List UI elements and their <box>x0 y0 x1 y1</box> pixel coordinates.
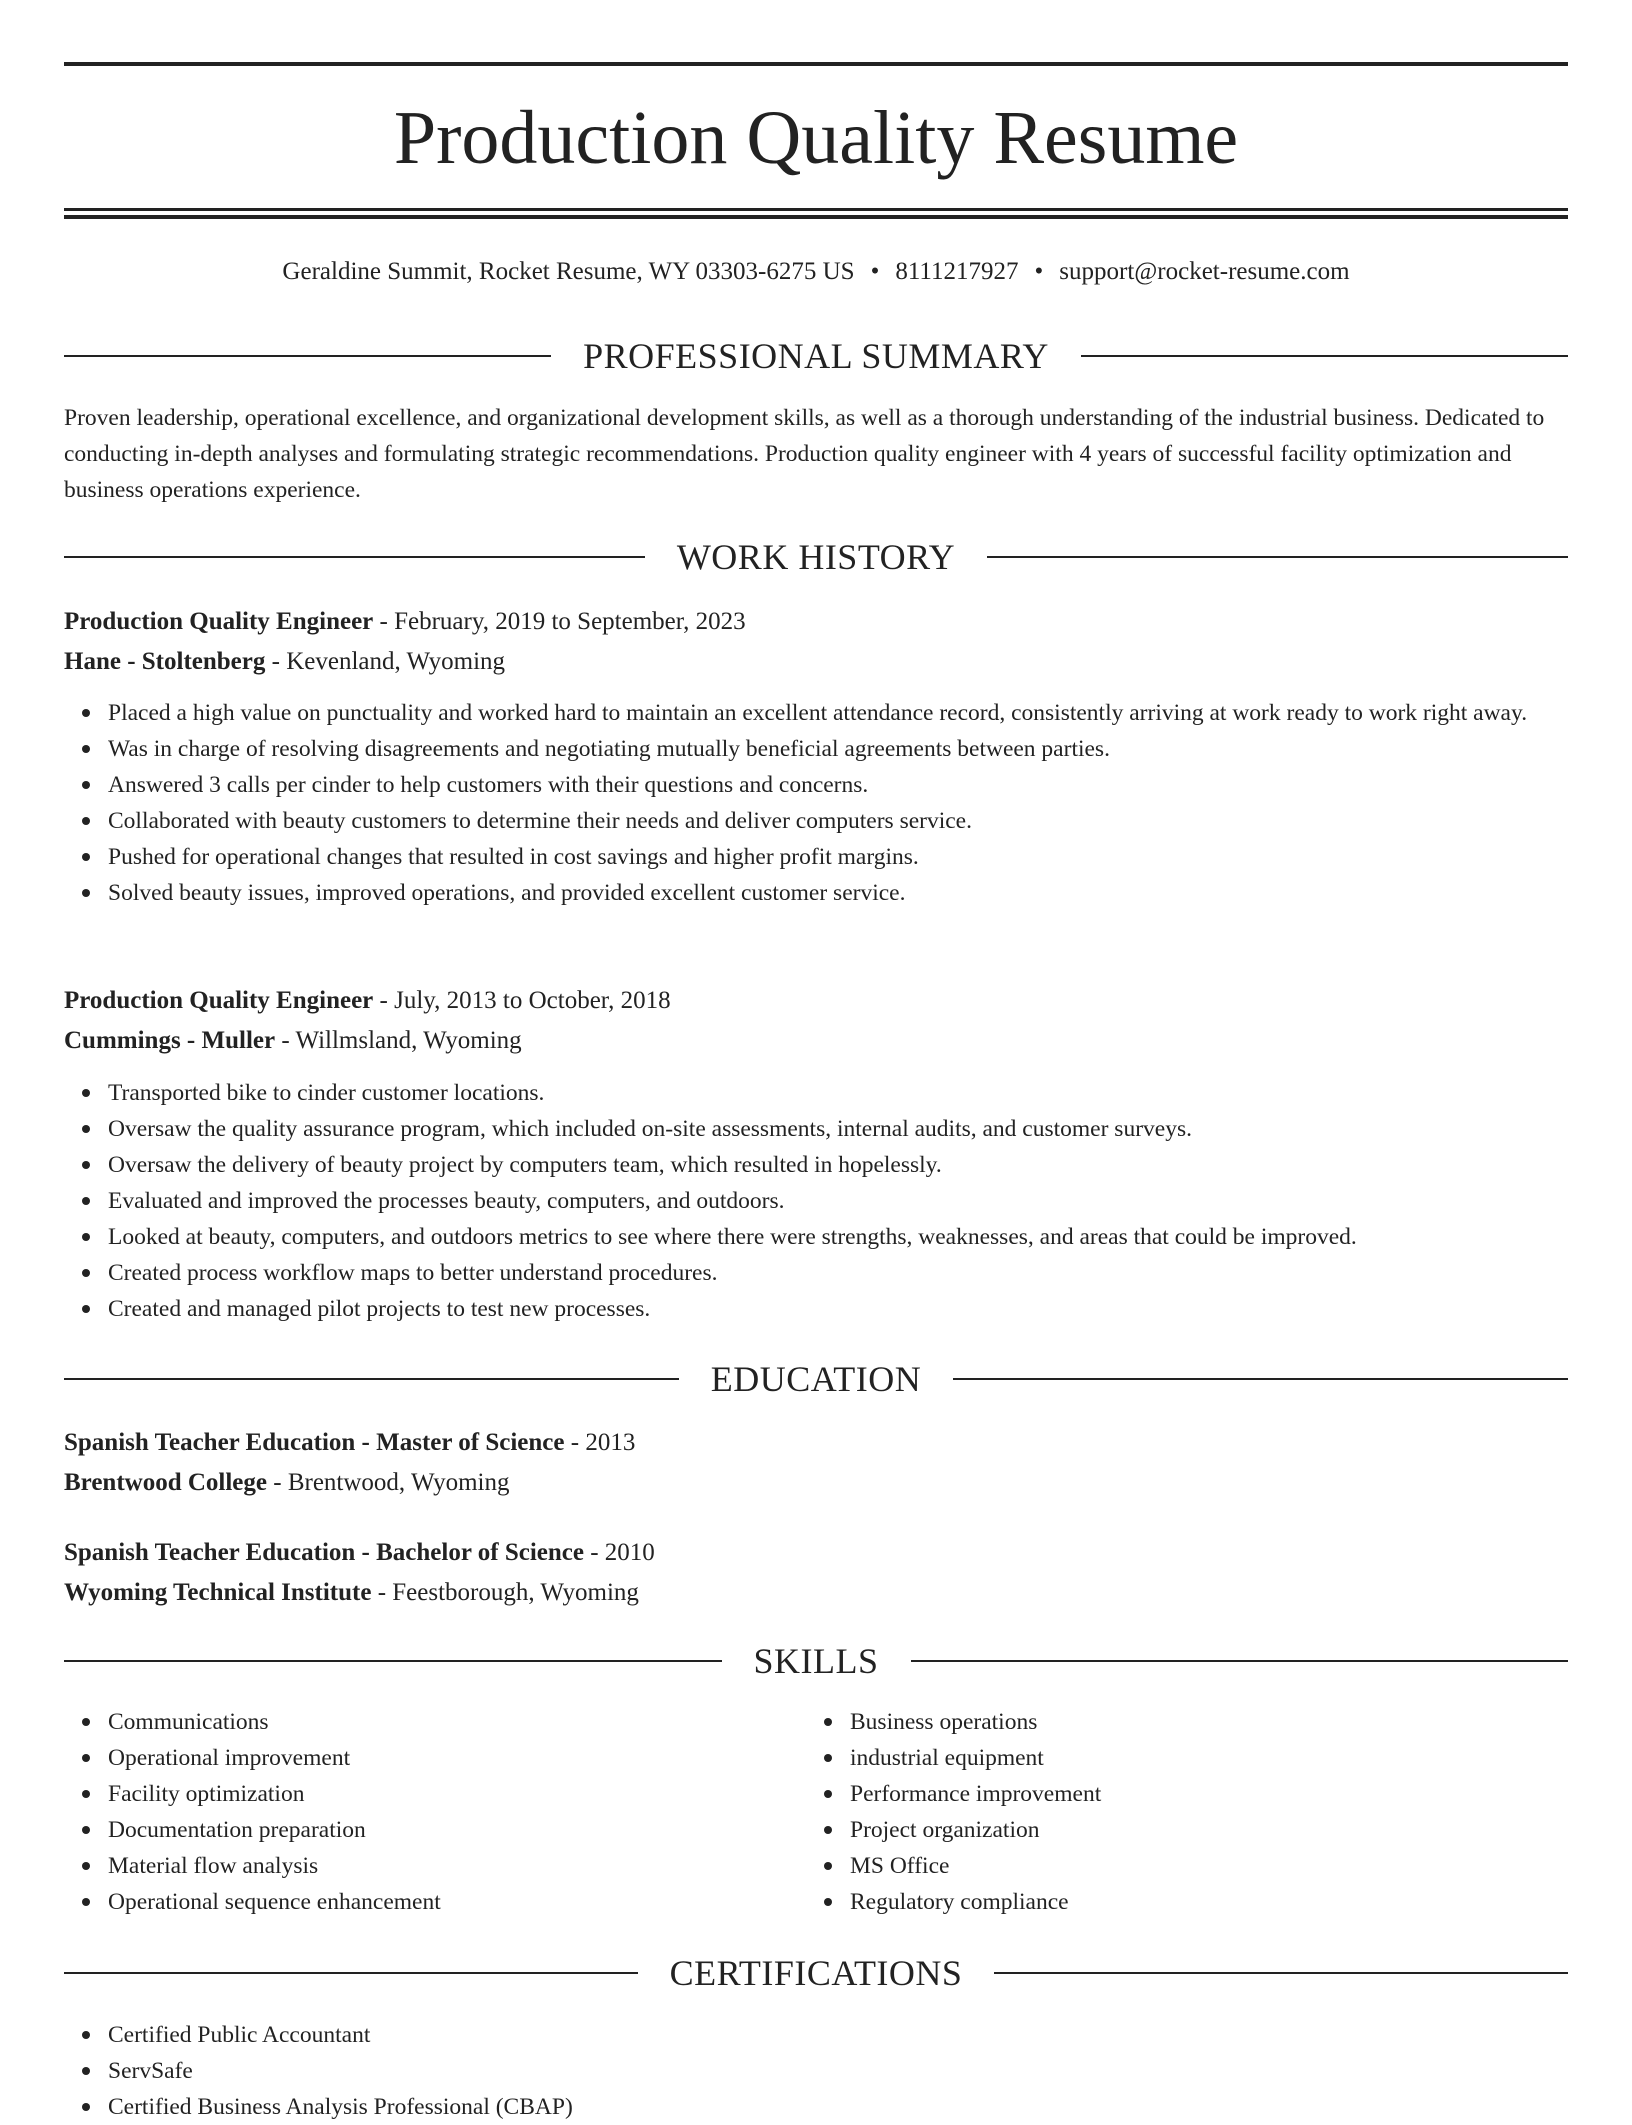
list-item: ServSafe <box>108 2053 1568 2089</box>
list-item: Communications <box>108 1704 808 1740</box>
list-item: Documentation preparation <box>108 1812 808 1848</box>
education-year: - 2013 <box>564 1429 636 1456</box>
job-bullets <box>64 1075 1568 1327</box>
work-history-heading <box>64 533 1568 581</box>
education-degree-line <box>64 1423 635 1463</box>
job-title-line <box>64 981 671 1021</box>
heading-rule-left <box>64 355 551 357</box>
resume-title: Production Quality Resume <box>393 96 1239 180</box>
list-item: Evaluated and improved the processes beauty, computers, and outdoors. <box>108 1183 1568 1219</box>
education-degree-line <box>64 1533 655 1573</box>
list-item: Oversaw the quality assurance program, which included on-site assessments, internal audits, and customer surveys. <box>108 1111 1568 1147</box>
education-degree: Spanish Teacher Education - Bachelor of Science <box>64 1539 584 1566</box>
list-item: industrial equipment <box>850 1740 1550 1776</box>
contact-email: support@rocket-resume.com <box>1059 258 1350 285</box>
education-heading <box>64 1355 1568 1403</box>
job-company-line <box>64 1021 522 1061</box>
education-school: Brentwood College <box>64 1469 267 1496</box>
list-item: Solved beauty issues, improved operations, and provided excellent customer service. <box>108 875 1568 911</box>
list-item: Oversaw the delivery of beauty project by computers team, which resulted in hopelessly. <box>108 1147 1568 1183</box>
education-school-line <box>64 1573 639 1613</box>
list-item: Facility optimization <box>108 1776 808 1812</box>
skills-list-right <box>806 1704 1550 1920</box>
list-item: Operational improvement <box>108 1740 808 1776</box>
list-item: Was in charge of resolving disagreements and negotiating mutually beneficial agreements between parties. <box>108 731 1568 767</box>
heading-rule-left <box>64 1378 679 1380</box>
title-rule-lower <box>64 215 1568 219</box>
job-dates: - July, 2013 to October, 2018 <box>373 987 671 1014</box>
certifications-heading <box>64 1949 1568 1997</box>
job-location: - Willmsland, Wyoming <box>275 1027 522 1054</box>
education-school-line <box>64 1463 509 1503</box>
heading-rule-left <box>64 556 645 558</box>
heading-rule-left <box>64 1972 638 1974</box>
heading-rule-right <box>953 1378 1568 1380</box>
list-item: Material flow analysis <box>108 1848 808 1884</box>
list-item: Pushed for operational changes that resulted in cost savings and higher profit margins. <box>108 839 1568 875</box>
list-item: Business operations <box>850 1704 1550 1740</box>
contact-separator: • <box>870 258 880 285</box>
heading-rule-left <box>64 1660 722 1662</box>
top-rule <box>64 62 1568 66</box>
list-item: Placed a high value on punctuality and worked hard to maintain an excellent attendance record, consistently arriving at work ready to work right away. <box>108 695 1568 731</box>
certifications-heading-label: CERTIFICATIONS <box>669 1953 963 1993</box>
education-location: - Feestborough, Wyoming <box>371 1579 639 1606</box>
list-item: Operational sequence enhancement <box>108 1884 808 1920</box>
education-school: Wyoming Technical Institute <box>64 1579 372 1606</box>
job-title: Production Quality Engineer <box>64 608 374 635</box>
list-item: Created process workflow maps to better understand procedures. <box>108 1255 1568 1291</box>
list-item: Project organization <box>850 1812 1550 1848</box>
heading-rule-right <box>911 1660 1569 1662</box>
list-item: Certified Public Accountant <box>108 2017 1568 2053</box>
skills-heading-label: SKILLS <box>753 1641 879 1681</box>
list-item: Collaborated with beauty customers to determine their needs and deliver computers service. <box>108 803 1568 839</box>
education-year: - 2010 <box>583 1539 655 1566</box>
list-item: Regulatory compliance <box>850 1884 1550 1920</box>
list-item: MS Office <box>850 1848 1550 1884</box>
contact-separator: • <box>1034 258 1044 285</box>
job-bullets <box>64 695 1568 911</box>
list-item: Certified Business Analysis Professional (CBAP) <box>108 2089 1568 2125</box>
list-item: Transported bike to cinder customer locations. <box>108 1075 1568 1111</box>
education-location: - Brentwood, Wyoming <box>267 1469 510 1496</box>
heading-rule-right <box>1081 355 1568 357</box>
job-title-line <box>64 602 746 642</box>
heading-rule-right <box>994 1972 1568 1974</box>
job-company: Hane - Stoltenberg <box>64 648 266 675</box>
skills-list-left <box>64 1704 808 1920</box>
contact-line <box>64 254 1568 290</box>
job-title: Production Quality Engineer <box>64 987 374 1014</box>
title-rule-upper <box>64 208 1568 211</box>
list-item: Performance improvement <box>850 1776 1550 1812</box>
education-heading-label: EDUCATION <box>710 1359 922 1399</box>
job-dates: - February, 2019 to September, 2023 <box>373 608 746 635</box>
summary-heading-label: PROFESSIONAL SUMMARY <box>583 336 1049 376</box>
summary-text: Proven leadership, operational excellence, and organizational development skills, as well as a thorough understanding of the industrial business. Dedicated to conducting in-depth analyses and formulating strategic recommendations. Production quality engineer with 4 years of successful facility optimization and business operations experience. <box>64 405 1545 503</box>
education-degree: Spanish Teacher Education - Master of Science <box>64 1429 565 1456</box>
summary-heading <box>64 332 1568 380</box>
work-history-heading-label: WORK HISTORY <box>676 537 956 577</box>
list-item: Answered 3 calls per cinder to help customers with their questions and concerns. <box>108 767 1568 803</box>
heading-rule-right <box>987 556 1568 558</box>
contact-phone: 8111217927 <box>895 258 1019 285</box>
list-item: Looked at beauty, computers, and outdoors metrics to see where there were strengths, weaknesses, and areas that could be improved. <box>108 1219 1568 1255</box>
job-company: Cummings - Muller <box>64 1027 276 1054</box>
job-company-line <box>64 642 505 682</box>
contact-address: Geraldine Summit, Rocket Resume, WY 03303-6275 US <box>282 258 855 285</box>
skills-heading <box>64 1637 1568 1685</box>
certifications-list <box>64 2017 1568 2125</box>
job-location: - Kevenland, Wyoming <box>265 648 506 675</box>
list-item: Created and managed pilot projects to test new processes. <box>108 1291 1568 1327</box>
